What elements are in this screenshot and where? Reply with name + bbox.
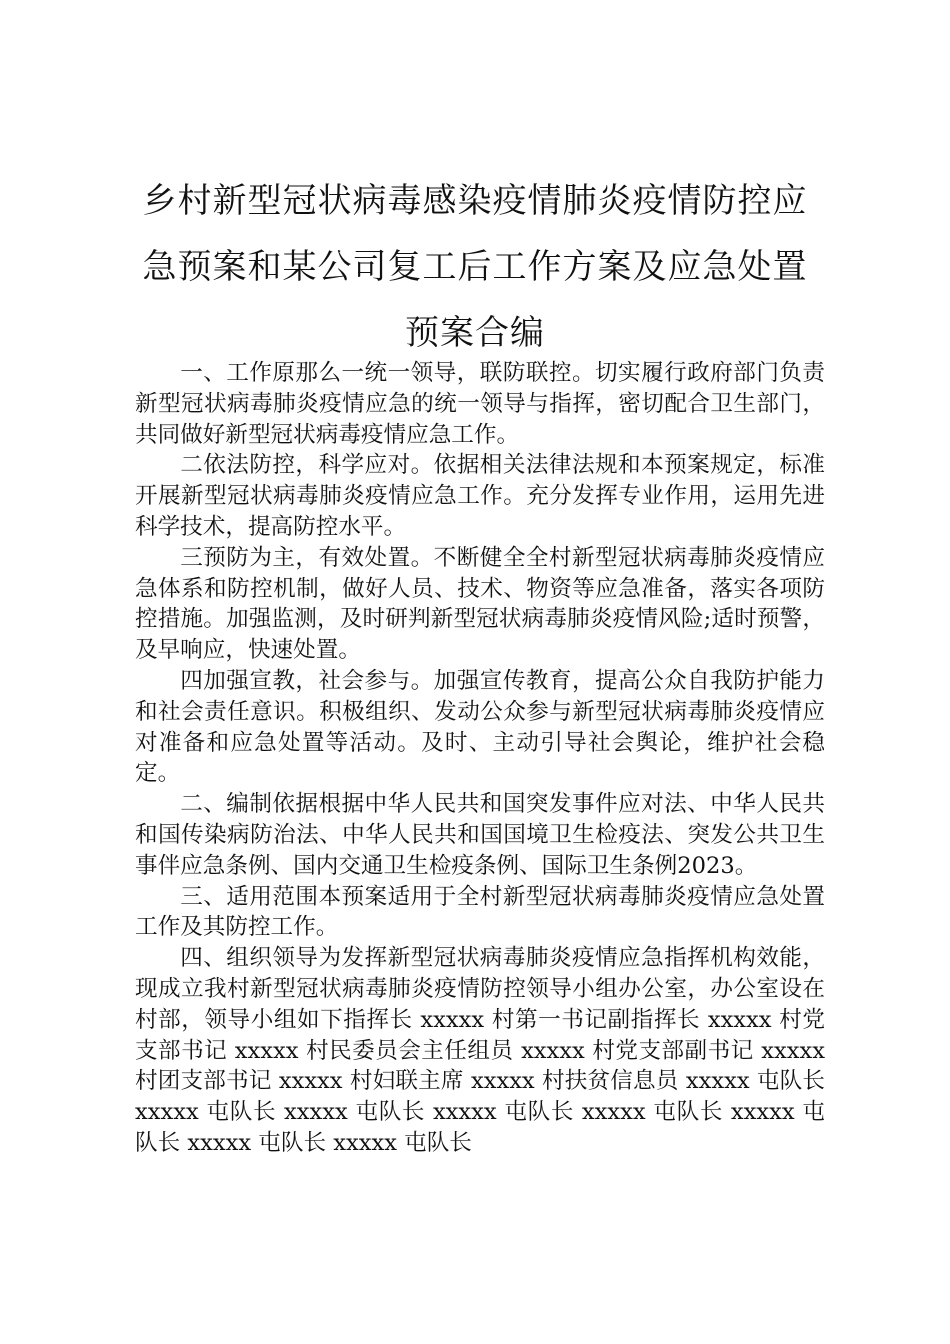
title-line-1: 乡村新型冠状病毒感染疫情肺炎疫情防控应 xyxy=(142,181,808,221)
title-line-3: 预案合编 xyxy=(405,313,545,353)
paragraph-principle-unified-leadership: 一、工作原那么一统一领导，联防联控。切实履行政府部门负责新型冠状病毒肺炎疫情应急的统一领导与指挥，密切配合卫生部门，共同做好新型冠状病毒疫情应急工作。 xyxy=(135,360,825,448)
document-body xyxy=(135,358,825,1159)
paragraph-principle-lawful-control: 二依法防控，科学应对。依据相关法律法规和本预案规定，标准开展新型冠状病毒肺炎疫情应急工作。充分发挥专业作用，运用先进科学技术，提高防控水平。 xyxy=(135,452,825,540)
paragraph-principle-prevention: 三预防为主，有效处置。不断健全全村新型冠状病毒肺炎疫情应急体系和防控机制，做好人员、技术、物资等应急准备，落实各项防控措施。加强监测，及时研判新型冠状病毒肺炎疫情风险;适时预警，及早响应，快速处置。 xyxy=(135,544,825,664)
paragraph-scope: 三、适用范围本预案适用于全村新型冠状病毒肺炎疫情应急处置工作及其防控工作。 xyxy=(135,883,825,941)
paragraph-compilation-basis: 二、编制依据根据中华人民共和国突发事件应对法、中华人民共和国传染病防治法、中华人民共和国国境卫生检疫法、突发公共卫生事伴应急条例、国内交通卫生检疫条例、国际卫生条例2023。 xyxy=(135,791,825,879)
document-title xyxy=(110,168,840,366)
paragraph-organization-leadership: 四、组织领导为发挥新型冠状病毒肺炎疫情应急指挥机构效能，现成立我村新型冠状病毒肺炎疫情防控领导小组办公室，办公室设在村部，领导小组如下指挥长 xxxxx 村第一书记副指挥长 xxxxx 村党支部书记 xxxxx 村民委员会主任组员 xxxxx 村党支部副书记 xxxxx 村团支部书记 xxxxx 村妇联主席 xxxxx 村扶贫信息员 xxxxx 屯队长 xxxxx 屯队长 xxxxx 屯队长 xxxxx 屯队长 xxxxx 屯队长 xxxxx 屯队长 xxxxx 屯队长 xxxxx 屯队长 xyxy=(135,945,825,1156)
title-line-2: 急预案和某公司复工后工作方案及应急处置 xyxy=(142,247,808,287)
paragraph-principle-publicity: 四加强宣教，社会参与。加强宣传教育，提高公众自我防护能力和社会责任意识。积极组织、发动公众参与新型冠状病毒肺炎疫情应对准备和应急处置等活动。及时、主动引导社会舆论，维护社会稳定。 xyxy=(135,667,825,787)
